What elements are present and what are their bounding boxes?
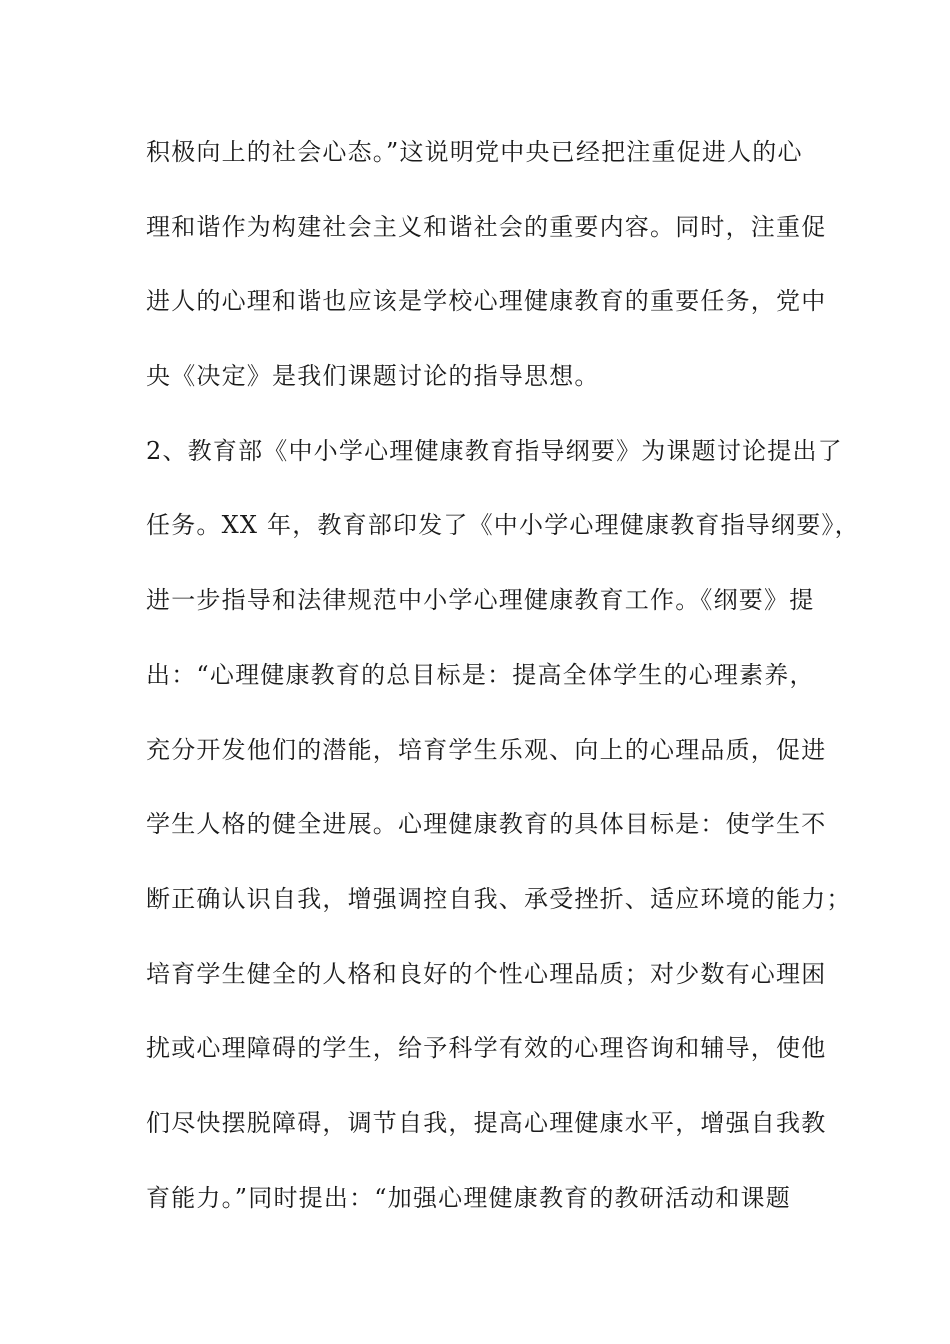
text-line: 进人的心理和谐也应该是学校心理健康教育的重要任务，党中 (146, 287, 827, 316)
text-line: 出：“心理健康教育的总目标是：提高全体学生的心理素养， (146, 660, 815, 689)
text-line: 任务。XX 年，教育部印发了《中小学心理健康教育指导纲要》， (146, 511, 860, 540)
text-line: 培育学生健全的人格和良好的个性心理品质；对少数有心理困 (146, 959, 827, 988)
body-text (146, 127, 860, 1247)
text-line: 扰或心理障碍的学生，给予科学有效的心理咨询和辅导，使他 (146, 1034, 827, 1063)
text-line: 育能力。”同时提出：“加强心理健康教育的教研活动和课题 (146, 1183, 791, 1212)
text-line: 们尽快摆脱障碍，调节自我，提高心理健康水平，增强自我教 (146, 1108, 827, 1137)
text-line: 2、教育部《中小学心理健康教育指导纲要》为课题讨论提出了 (146, 436, 843, 465)
text-line: 断正确认识自我，增强调控自我、承受挫折、适应环境的能力； (146, 884, 852, 913)
text-line: 学生人格的健全进展。心理健康教育的具体目标是：使学生不 (146, 810, 827, 839)
text-line: 理和谐作为构建社会主义和谐社会的重要内容。同时，注重促 (146, 212, 827, 241)
text-line: 央《决定》是我们课题讨论的指导思想。 (146, 362, 600, 391)
text-line: 进一步指导和法律规范中小学心理健康教育工作。《纲要》提 (146, 586, 815, 615)
text-line: 积极向上的社会心态。”这说明党中央已经把注重促进人的心 (146, 138, 803, 166)
text-line: 充分开发他们的潜能，培育学生乐观、向上的心理品质，促进 (146, 735, 827, 764)
